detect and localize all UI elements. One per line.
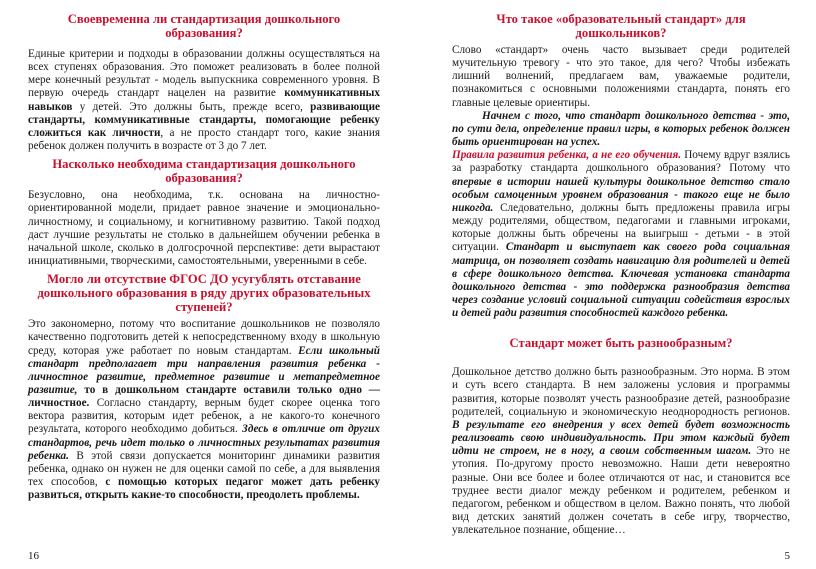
bold-run: то в дошкольном стандарте оставили только одно — личностное. xyxy=(28,383,380,410)
text-run: у детей. Это должны быть, прежде всего, xyxy=(72,100,311,113)
heading-fgos-lag: Могло ли отсутствие ФГОС ДО усугублять отставание дошкольного образования в ряду других образовательных ступеней? xyxy=(37,272,371,315)
text-run: , а не просто стандарт того, какие знания ребенок должен получить в возрасте от 3 до 7 лет. xyxy=(28,126,380,153)
heading-standard-diverse: Стандарт может быть разнообразным? xyxy=(509,336,733,351)
text-run: В этой связи допускается мониторинг динамики развития ребенка, однако он нужен не для оценки самой по себе, а для выявления тех способов, xyxy=(28,449,380,489)
text-run: Это не утопия. По-другому просто невозможно. Наши дети невероятно разные. Они все более и более отличаются от нас, и становится все труднее вести диалог между ребенком и родителем, ребенком и педагогом, ребенком и обществом в целом. Важно понять, что любой вид детских занятий должен сочетать в себе игру, творчество, увлекательное познание, общение… xyxy=(452,445,790,537)
text-run: Это закономерно, потому что воспитание дошкольников не позволяло качественно подготовить детей к непосредственному входу в школьную среду, которая уже работает по новым стандартам. xyxy=(28,318,380,357)
text-run: Согласно стандарту, верным будет скорее оценка того вектора развития, которым идет ребенок, а не какого-то конечного результата, которого необходимо добиться. xyxy=(28,397,380,436)
red-run: Правила развития ребенка, а не его обучения. xyxy=(452,149,682,162)
paragraph-regularity xyxy=(28,318,380,502)
text-run: Дошкольное детство должно быть разнообразным. Это норма. В этом и суть всего стандарта. В нем заложены условия и программы развития, которые позволят учесть разнообразие детей, разнообразие родителей, социальную и экономическую неоднородность регионов. xyxy=(452,366,790,418)
text-run: Почему вдруг взялись за разработку стандарта дошкольного образования? Потому что xyxy=(452,149,790,175)
text-run: Следовательно, должны быть предложены правила игры между родителями, обществом, педагогами и главными игроками, которые должны быть обречены на выигрыш - детьми - в этой ситуации. xyxy=(452,201,790,254)
heading-standardization-necessary: Насколько необходима стандартизация дошкольного образования? xyxy=(52,157,356,186)
paragraph-development-rules xyxy=(452,149,790,320)
bold-italic-run: Здесь в отличие от других стандартов, речь идет только о личностных результатах развития ребенка. xyxy=(28,423,380,462)
text-run: Единые критерии и подходы в образовании должны осуществляться на всех ступенях образования. Это поможет реализовать в более полной мере конечный результат - модель выпускника современного уровня. В первую очередь стандарт нацелен на развитие xyxy=(28,48,380,100)
bold-run: коммуникативных навыков xyxy=(28,87,380,113)
paragraph-necessity: Безусловно, она необходима, т.к. основана на личностно-ориентированной модели, придает равное значение и эмоционально-личностному, и социальному, и когнитивному развитию. Такой подход даст лучшие результаты не столько в дальнейшем обучении ребенка в начальной школе, сколько в долгосрочной перспективе: дети вырастают инициативными, творческими, самостоятельными, уверенными в себе. xyxy=(28,189,380,268)
bold-italic-run: В результате его внедрения у всех детей будет возможность реализовать свою индивидуальность. При этом каждый будет идти не строем, не в ногу, а своим собственным шагом. xyxy=(452,418,790,458)
bold-italic-run: впервые в истории нашей культуры дошкольное детство стало особым самоценным уровнем образования - такого еще не было никогда. xyxy=(452,175,790,214)
heading-what-is-standard: Что такое «образовательный стандарт» для дошкольников? xyxy=(496,12,746,40)
paragraph-unified-criteria xyxy=(28,48,380,153)
page-number: 16 xyxy=(28,550,39,562)
right-page xyxy=(408,0,816,569)
paragraph-diversity xyxy=(452,366,790,537)
bold-run: развивающие стандарты, коммуникативные стандарты, помогающие ребенку сложиться как личности xyxy=(28,100,380,139)
heading-standardization-timely: Своевременна ли стандартизация дошкольного образования? xyxy=(67,12,341,40)
bold-run: с помощью которых педагог может дать ребенку развиться, открыть какие-то способности, преодолеть проблемы. xyxy=(28,476,380,502)
paragraph-word-standard: Слово «стандарт» очень часто вызывает среди родителей мучительную тревогу - что это такое, для чего? Чтобы избежать лишний волнений, предлагаем вам, уважаемые родители, познакомиться с основными положениями стандарта, понять его главные целевые ориентиры. xyxy=(452,44,790,109)
bold-italic-run: Если школьный стандарт предполагает три направления развития ребенка - личностное развитие, предметное развитие и метапредметное развитие, xyxy=(28,344,380,396)
bold-italic-run: Стандарт и выступает как своего рода социальная матрица, он позволяет создать навигацию для родителей и детей в сфере дошкольного детства. Ключевая установка стандарта дошкольного детства - это поддержка разнообразия детства через создание условий социальной ситуации содействия взрослых и детей ради развития способностей каждого ребенка. xyxy=(452,241,790,320)
page-number: 5 xyxy=(784,550,790,562)
paragraph-rules-of-game: Начнем с того, что стандарт дошкольного детства - это, по сути дела, определение правил игры, в которых ребенок должен быть ориентирован на успех. xyxy=(452,109,790,149)
